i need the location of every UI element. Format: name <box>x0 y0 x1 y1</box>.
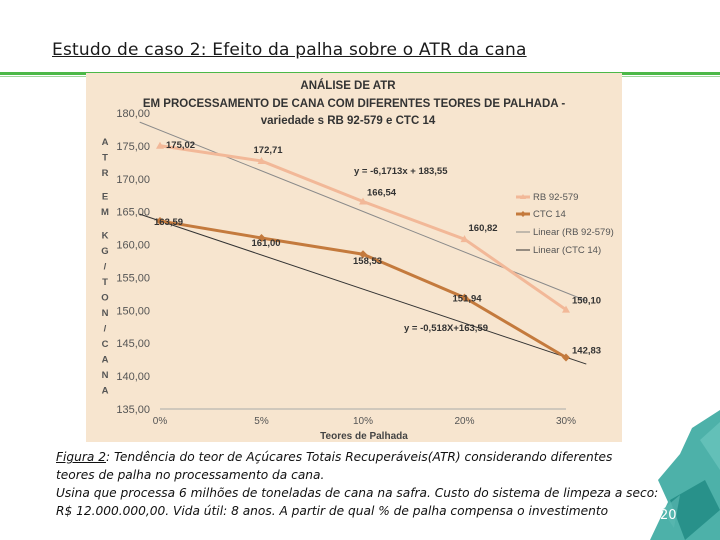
trend-equation-ctc14: y = -0,518X+163,59 <box>404 323 488 334</box>
legend-label-rb92579: RB 92-579 <box>533 192 579 203</box>
x-tick-label: 30% <box>555 416 577 427</box>
y-axis-label-char: N <box>101 370 109 381</box>
legend-marker-ctc14 <box>520 211 526 217</box>
y-axis-label-char: O <box>101 292 109 304</box>
page-number: 20 <box>660 508 677 523</box>
data-label-rb92579: 150,10 <box>572 295 602 307</box>
data-label-rb92579: 172,71 <box>253 144 283 156</box>
y-axis-label-char: A <box>101 354 109 366</box>
y-axis-label-char: K <box>101 230 109 242</box>
data-label-rb92579: 175,02 <box>166 139 196 151</box>
caption-line-3: Usina que processa 6 milhões de toneladas de cana na safra. Custo do sistema de limpeza a seco: <box>56 486 659 500</box>
x-tick-label: 20% <box>454 416 475 427</box>
y-axis-label-char: A <box>101 385 109 397</box>
y-axis-label-char: M <box>101 207 109 218</box>
y-axis-label-char: E <box>101 191 109 203</box>
caption-line-2: teores de palha no processamento da cana. <box>56 468 325 482</box>
chart-area <box>86 73 622 442</box>
atr-line-chart <box>86 73 622 442</box>
data-label-rb92579: 166,54 <box>367 187 397 199</box>
caption-line-4: R$ 12.000.000,00. Vida útil: 8 anos. A partir de qual % de palha compensa o investimento <box>56 504 609 518</box>
data-label-rb92579: 160,82 <box>468 223 498 235</box>
figure-label: Figura 2 <box>56 450 106 464</box>
chart-title-line-2: EM PROCESSAMENTO DE CANA COM DIFERENTES TEORES DE PALHADA - <box>142 98 566 110</box>
y-tick-label: 175,00 <box>116 140 150 153</box>
y-axis-label-char: R <box>101 168 109 179</box>
y-axis-label-char: G <box>101 246 109 257</box>
legend-label-linear-ctc14: Linear (CTC 14) <box>533 245 602 256</box>
x-axis-title: Teores de Palhada <box>320 431 408 442</box>
y-tick-label: 135,00 <box>116 404 150 416</box>
x-tick-label: 0% <box>152 416 168 427</box>
caption-line-1: : Tendência do teor de Açúcares Totais Recuperáveis(ATR) considerando diferentes <box>105 450 613 464</box>
legend-label-ctc14: CTC 14 <box>533 209 566 220</box>
y-axis-label-char: T <box>102 277 108 288</box>
data-label-ctc14: 161,00 <box>251 237 281 249</box>
figure-caption <box>56 448 676 520</box>
y-tick-label: 170,00 <box>116 173 150 186</box>
trend-equation-rb92579: y = -6,1713x + 183,55 <box>354 166 448 177</box>
y-axis-label-char: C <box>101 339 109 350</box>
chart-title-line-1: ANÁLISE DE ATR <box>300 80 396 92</box>
y-tick-label: 180,00 <box>116 108 150 120</box>
y-axis-label-char: / <box>103 323 107 335</box>
y-axis-label-char: N <box>101 308 109 319</box>
trendline-rb92579 <box>140 122 587 301</box>
y-axis-label-char: T <box>102 152 108 164</box>
x-tick-label: 10% <box>352 416 374 427</box>
chart-title-line-3: variedade s RB 92-579 e CTC 14 <box>260 115 436 127</box>
trendline-ctc14 <box>140 214 587 364</box>
y-tick-label: 160,00 <box>116 239 150 252</box>
legend-label-linear-rb92579: Linear (RB 92-579) <box>533 227 614 238</box>
y-axis-label-char: / <box>103 261 107 273</box>
slide-title: Estudo de caso 2: Efeito da palha sobre o ATR da cana <box>52 40 527 60</box>
x-tick-label: 5% <box>254 416 269 427</box>
data-label-ctc14: 151,94 <box>452 293 482 305</box>
y-tick-label: 140,00 <box>116 371 150 384</box>
y-tick-label: 145,00 <box>116 338 150 351</box>
data-label-ctc14: 142,83 <box>572 345 602 357</box>
y-tick-label: 155,00 <box>116 272 150 285</box>
data-label-ctc14: 158,53 <box>353 256 383 268</box>
y-axis-label-char: A <box>101 137 109 148</box>
y-tick-label: 150,00 <box>116 305 150 318</box>
y-tick-label: 165,00 <box>116 206 150 219</box>
data-label-ctc14: 163,59 <box>154 216 184 228</box>
